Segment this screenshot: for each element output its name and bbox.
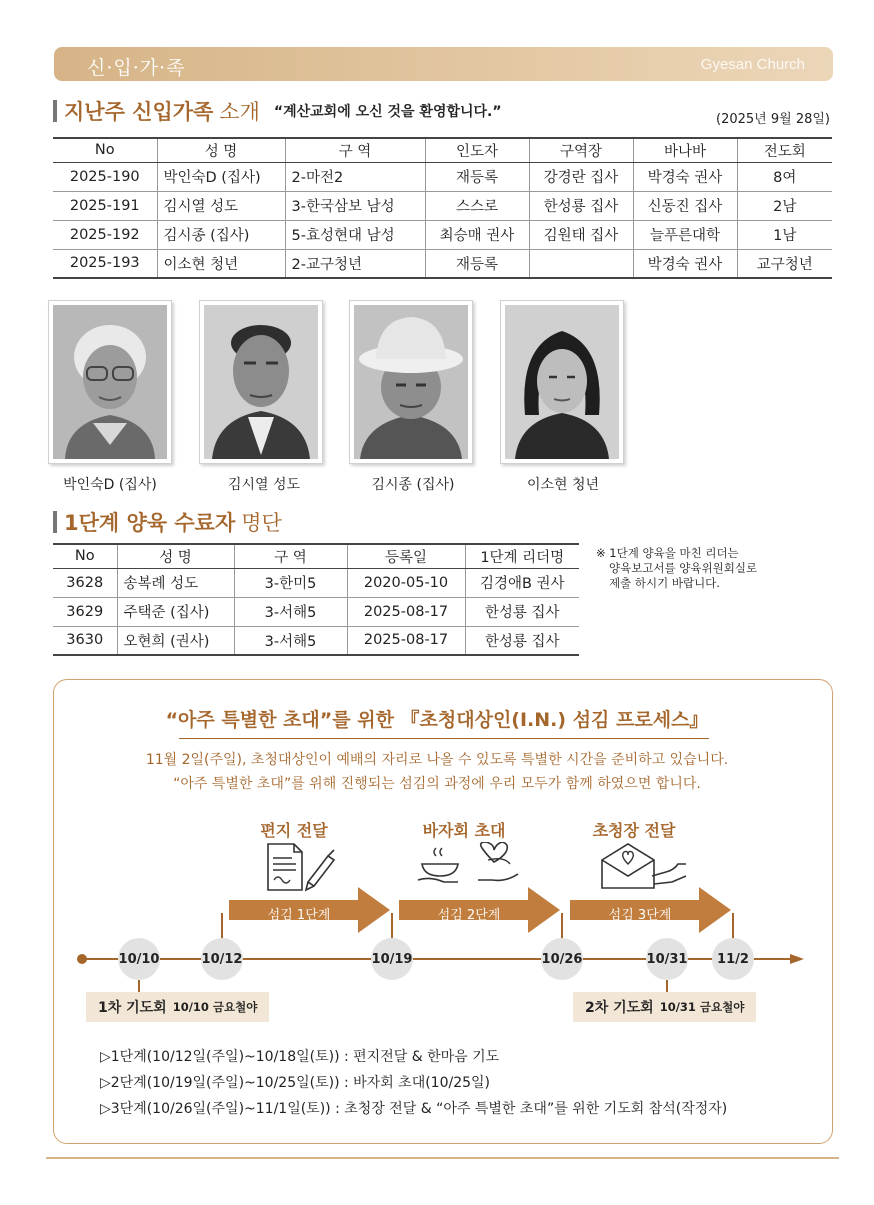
stage-label-letter: 편지 전달 — [260, 821, 328, 840]
cell-name: 김시종 (집사) — [157, 220, 285, 249]
table-row — [53, 568, 579, 597]
cell-name: 김시열 성도 — [157, 191, 285, 220]
graduates-title-light: 명단 — [241, 511, 282, 535]
col-leader: 구역장 — [529, 138, 633, 162]
cell-no: 2025-193 — [53, 249, 157, 278]
list-item: ▷1단계(10/12일(주일)~10/18일(토)) : 편지전달 & 한마음 기도 — [100, 1049, 500, 1065]
prayer-detail: 10/10 금요철야 — [172, 1000, 258, 1014]
note-line: 양육보고서를 양육위원회실로 — [609, 561, 758, 575]
cell-guide: 스스로 — [425, 191, 529, 220]
steps-list — [100, 1044, 727, 1122]
cell-barnabas: 박경숙 권사 — [633, 249, 737, 278]
step-arrow-3 — [570, 887, 731, 933]
cell-no: 2025-191 — [53, 191, 157, 220]
timeline-line — [74, 951, 806, 967]
cell-guide: 최승매 권사 — [425, 220, 529, 249]
table-row — [53, 162, 832, 191]
col-no: No — [53, 138, 157, 162]
desc-line: 11월 2일(주일), 초청대상인이 예배의 자리로 나올 수 있도록 특별한 시간을 준비하고 있습니다. — [145, 752, 729, 768]
step-label: 섬김 2단계 — [437, 908, 501, 923]
newcomers-date: (2025년 9월 28일) — [716, 112, 830, 127]
cell-mission: 8여 — [737, 162, 832, 191]
photo-caption: 김시열 성도 — [227, 477, 301, 493]
cell-leader-name: 한성룡 집사 — [465, 626, 579, 655]
list-item: ▷2단계(10/19일(주일)~10/25일(토)) : 바자회 초대(10/25일) — [100, 1075, 491, 1091]
stage-label-invitation: 초청장 전달 — [592, 821, 676, 840]
cell-no: 3628 — [53, 568, 117, 597]
note-line: 제출 하시기 바랍니다. — [609, 576, 720, 590]
col-district: 구 역 — [285, 138, 425, 162]
col-district: 구 역 — [234, 544, 347, 568]
date-dot: 10/31 — [646, 938, 688, 980]
prayer-label: 1차 기도회 — [98, 1000, 167, 1016]
table-row — [53, 597, 579, 626]
prayer-label: 2차 기도회 — [585, 1000, 654, 1016]
cell-mission: 교구청년 — [737, 249, 832, 278]
cell-registered: 2020-05-10 — [347, 568, 465, 597]
cell-guide: 재등록 — [425, 162, 529, 191]
photo-caption: 박인숙D (집사) — [63, 477, 157, 493]
portrait-man-elderly-icon — [199, 300, 323, 464]
cell-barnabas: 신동진 집사 — [633, 191, 737, 220]
cell-leader — [529, 249, 633, 278]
photo-caption: 김시종 (집사) — [371, 477, 455, 493]
church-name: Gyesan Church — [700, 56, 805, 73]
cell-no: 3629 — [53, 597, 117, 626]
cell-leader: 강경란 집사 — [529, 162, 633, 191]
cell-leader-name: 김경애B 권사 — [465, 568, 579, 597]
section-title: 신·입·가·족 — [87, 57, 186, 79]
photo-caption: 이소현 청년 — [526, 477, 600, 493]
cell-district: 5-효성현대 남성 — [285, 220, 425, 249]
cell-no: 2025-192 — [53, 220, 157, 249]
cell-guide: 재등록 — [425, 249, 529, 278]
cell-no: 3630 — [53, 626, 117, 655]
graduates-table — [53, 543, 579, 656]
step-arrow-2 — [399, 887, 560, 933]
heading-bar — [53, 100, 57, 122]
col-mission: 전도회 — [737, 138, 832, 162]
cell-barnabas: 늘푸른대학 — [633, 220, 737, 249]
cell-leader-name: 한성룡 집사 — [465, 597, 579, 626]
cell-name: 송복례 성도 — [117, 568, 234, 597]
newcomers-title-bold: 지난주 신입가족 — [64, 100, 214, 124]
graduates-title-bold: 1단계 양육 수료자 — [64, 511, 236, 535]
table-header-row — [53, 138, 832, 162]
graduates-heading — [53, 507, 282, 537]
cell-district: 2-마전2 — [285, 162, 425, 191]
cell-district: 3-서해5 — [234, 597, 347, 626]
cell-district: 3-한미5 — [234, 568, 347, 597]
date-dot: 10/10 — [118, 938, 160, 980]
table-row — [53, 626, 579, 655]
col-guide: 인도자 — [425, 138, 529, 162]
table-row — [53, 220, 832, 249]
cell-no: 2025-190 — [53, 162, 157, 191]
cell-barnabas: 박경숙 권사 — [633, 162, 737, 191]
col-name: 성 명 — [117, 544, 234, 568]
newcomers-heading — [53, 96, 502, 126]
list-item: ▷3단계(10/26일(주일)~11/1일(토)) : 초청장 전달 & “아주 특별한 초대”를 위한 기도회 참석(작정자) — [100, 1101, 728, 1117]
col-name: 성 명 — [157, 138, 285, 162]
cell-registered: 2025-08-17 — [347, 597, 465, 626]
prayer-meeting-1 — [86, 992, 269, 1022]
cell-district: 3-서해5 — [234, 626, 347, 655]
stage-label-bazaar: 바자회 초대 — [422, 821, 506, 840]
cell-mission: 2남 — [737, 191, 832, 220]
tick-mark — [732, 913, 734, 939]
cell-mission: 1남 — [737, 220, 832, 249]
newcomers-title-light: 소개 — [219, 100, 260, 124]
cell-name: 오현희 (권사) — [117, 626, 234, 655]
table-row — [53, 191, 832, 220]
cell-name: 박인숙D (집사) — [157, 162, 285, 191]
date-dot: 10/19 — [371, 938, 413, 980]
process-description — [0, 748, 874, 796]
portrait-woman-elderly-icon — [48, 300, 172, 464]
step-label: 섬김 1단계 — [267, 908, 331, 923]
cell-name: 이소현 청년 — [157, 249, 285, 278]
title-underline — [179, 738, 709, 739]
col-registered: 등록일 — [347, 544, 465, 568]
newcomers-table — [53, 137, 832, 279]
table-row — [53, 249, 832, 278]
date-dot: 10/12 — [201, 938, 243, 980]
prayer-meeting-2 — [573, 992, 756, 1022]
tick-mark — [561, 913, 563, 939]
date-dot: 10/26 — [541, 938, 583, 980]
prayer-detail: 10/31 금요철야 — [659, 1000, 745, 1014]
cell-name: 주택준 (집사) — [117, 597, 234, 626]
cell-leader: 한성룡 집사 — [529, 191, 633, 220]
col-barnabas: 바나바 — [633, 138, 737, 162]
cell-registered: 2025-08-17 — [347, 626, 465, 655]
welcome-text: “계산교회에 오신 것을 환영합니다.” — [273, 104, 502, 120]
step-label: 섬김 3단계 — [608, 908, 672, 923]
portrait-young-woman-icon — [500, 300, 624, 464]
table-header-row — [53, 544, 579, 568]
cell-district: 2-교구청년 — [285, 249, 425, 278]
tick-mark — [221, 913, 223, 939]
process-title: “아주 특별한 초대”를 위한 『초청대상인(I.N.) 섬김 프로세스』 — [165, 709, 709, 731]
bottom-divider — [46, 1157, 839, 1159]
date-dot: 11/2 — [712, 938, 754, 980]
tick-mark — [391, 913, 393, 939]
graduates-note — [596, 546, 757, 591]
cell-leader: 김원태 집사 — [529, 220, 633, 249]
col-no: No — [53, 544, 117, 568]
cell-district: 3-한국삼보 남성 — [285, 191, 425, 220]
desc-line: “아주 특별한 초대”를 위해 진행되는 섬김의 과정에 우리 모두가 함께 하였으면 합니다. — [173, 776, 701, 792]
portrait-man-hat-icon — [349, 300, 473, 464]
step-arrow-1 — [229, 887, 390, 933]
header-bar — [54, 47, 833, 81]
note-line: ※ 1단계 양육을 마친 리더는 — [596, 546, 739, 560]
heading-bar — [53, 511, 57, 533]
col-leader-name: 1단계 리더명 — [465, 544, 579, 568]
